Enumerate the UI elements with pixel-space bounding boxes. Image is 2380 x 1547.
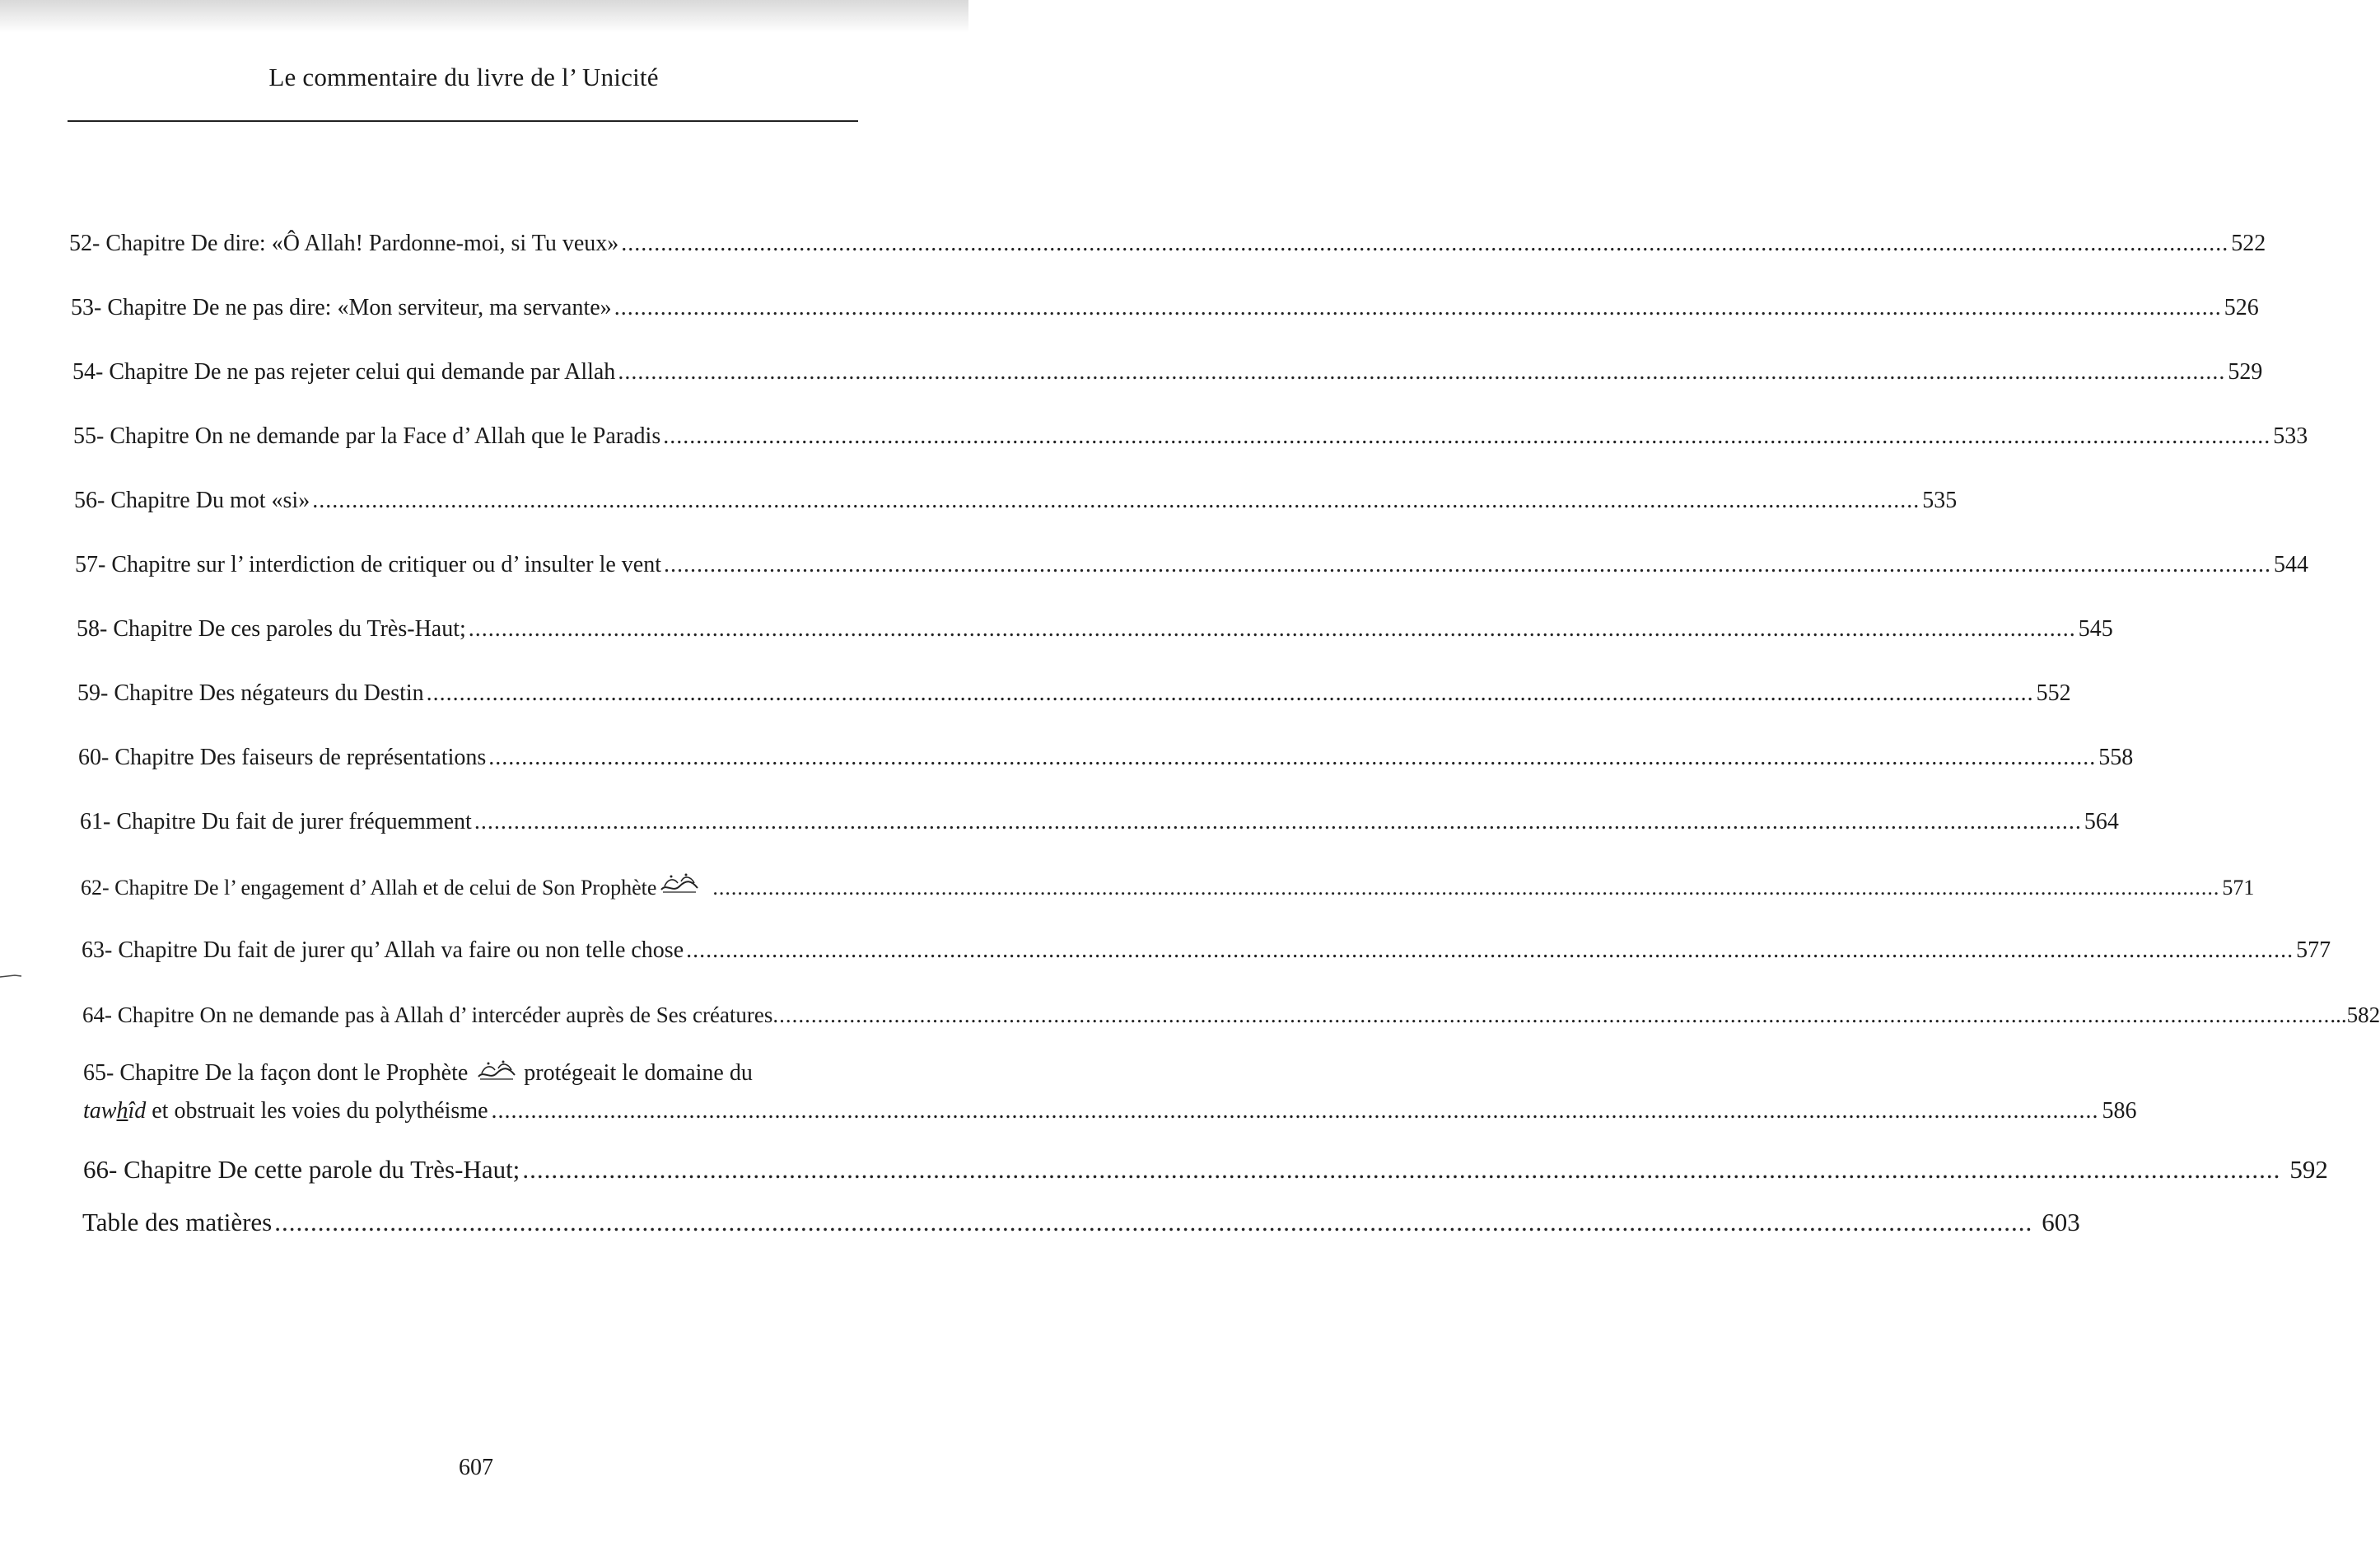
toc-entry-54[interactable] (72, 358, 2263, 387)
toc-entry-label: 62- Chapitre De l’ engagement d’ Allah et de celui de Son Prophète (81, 876, 657, 900)
toc-entry-line-1 (83, 1054, 862, 1092)
toc-entry-64[interactable] (82, 1000, 2380, 1030)
leader-dots (522, 1155, 2280, 1185)
toc-entry-label: 57- Chapitre sur l’ interdiction de critiquer ou d’ insulter le vent (75, 552, 661, 577)
toc-entry-page: 522 (2231, 231, 2266, 256)
toc-entry-65[interactable] (83, 1054, 2137, 1130)
toc-entry-label: 59- Chapitre Des négateurs du Destin (77, 680, 424, 706)
leader-dots (614, 293, 2222, 323)
toc-entry-label: 66- Chapitre De cette parole du Très-Haut; (83, 1155, 520, 1184)
salutation-calligraphy-icon (658, 872, 701, 895)
leader-dots (663, 422, 2270, 451)
toc-entry-label: 64- Chapitre On ne demande pas à Allah d’ intercéder auprès de Ses créatures (82, 1003, 773, 1027)
toc-entry-label: et obstruait les voies du polythéisme (152, 1098, 488, 1124)
leader-dots (474, 807, 2082, 837)
toc-entry-58[interactable] (77, 615, 2113, 644)
toc-entry-label: 52- Chapitre De dire: «Ô Allah! Pardonne-moi, si Tu veux» (69, 231, 619, 256)
term-part: îd (128, 1098, 147, 1124)
toc-entry-page: 577 (2296, 937, 2331, 963)
toc-entry-63[interactable] (82, 936, 2331, 965)
term-part: taw (83, 1098, 117, 1124)
toc-entry-page: 526 (2224, 295, 2259, 320)
toc-entry-line-2 (83, 1092, 2137, 1130)
toc-entry-66[interactable] (83, 1155, 2328, 1185)
toc-entry-62[interactable] (81, 872, 2255, 903)
leader-dots (772, 1000, 2330, 1030)
toc-entry-label: Table des matières (82, 1208, 273, 1236)
toc-entry-60[interactable] (78, 743, 2134, 773)
toc-entry-label: 65- Chapitre De la façon dont le Prophète (83, 1060, 469, 1086)
leader-dots (686, 936, 2294, 965)
leader-dots (492, 1092, 2099, 1130)
toc-entry-label: 53- Chapitre De ne pas dire: «Mon serviteur, ma servante» (71, 295, 612, 320)
tawhid-term (83, 1092, 146, 1130)
leader-dots (274, 1208, 2032, 1237)
toc-entry-page: 558 (2098, 745, 2134, 770)
toc-entry-page: 592 (2289, 1155, 2328, 1184)
toc-entry-61[interactable] (80, 807, 2119, 837)
toc-entry-label: 61- Chapitre Du fait de jurer fréquemment (80, 809, 472, 834)
toc-entry-page: 535 (1922, 488, 1958, 513)
toc-entry-56[interactable] (74, 486, 1958, 516)
leader-dots (312, 486, 1920, 516)
toc-entry-label: 54- Chapitre De ne pas rejeter celui qui demande par Allah (72, 359, 616, 385)
toc-entry-page: 582 (2346, 1003, 2380, 1027)
leader-dots (618, 358, 2225, 387)
toc-entry-page: 529 (2228, 359, 2263, 385)
toc-entry-page: 571 (2222, 876, 2255, 900)
leader-dots (664, 550, 2271, 580)
leader-dots (621, 229, 2228, 259)
toc-entry-label: 60- Chapitre Des faiseurs de représentations (78, 745, 487, 770)
toc-entry-53[interactable] (71, 293, 2259, 323)
toc-entry-57[interactable] (75, 550, 2308, 580)
toc-entry-55[interactable] (73, 422, 2308, 451)
toc-entry-page: 552 (2036, 680, 2071, 706)
toc-entry-label: 58- Chapitre De ces paroles du Très-Haut; (77, 616, 466, 642)
ellipsis-leader: ... (2330, 1003, 2347, 1027)
toc-entry-label: 63- Chapitre Du fait de jurer qu’ Allah va faire ou non telle chose (82, 937, 684, 963)
leader-dots (712, 873, 2219, 903)
salutation-calligraphy-icon (475, 1059, 518, 1082)
leader-dots (469, 615, 2076, 644)
toc-entry-page: 544 (2273, 552, 2308, 577)
toc-entry-page: 564 (2084, 809, 2119, 834)
toc-entry-page: 545 (2078, 616, 2113, 642)
toc-entry-page: 533 (2273, 423, 2308, 449)
page-number: 607 (459, 1455, 493, 1480)
toc-entry-59[interactable] (77, 679, 2071, 708)
toc-entry-52[interactable] (69, 229, 2266, 259)
leader-dots (488, 743, 2096, 773)
toc-entry-page: 603 (2042, 1208, 2080, 1236)
toc-entry-label: 55- Chapitre On ne demande par la Face d’ Allah que le Paradis (73, 423, 661, 449)
toc-entry-label: 56- Chapitre Du mot «si» (74, 488, 310, 513)
toc-entry-page: 586 (2102, 1098, 2137, 1124)
toc-entry-label-continued: protégeait le domaine du (524, 1060, 753, 1086)
toc-entry-table-des-matieres[interactable] (82, 1208, 2080, 1237)
term-part: h (116, 1098, 128, 1124)
leader-dots (427, 679, 2034, 708)
running-header: Le commentaire du livre de l’ Unicité (268, 63, 659, 91)
